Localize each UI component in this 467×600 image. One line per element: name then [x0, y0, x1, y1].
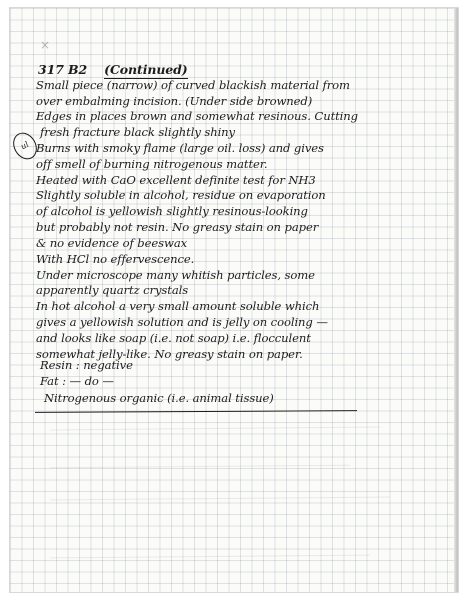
- end-of-entry-rule: [35, 410, 357, 413]
- note-line: Heated with CaO excellent definite test for NH3: [36, 172, 316, 187]
- note-line: of alcohol is yellowish slightly resinous-looking: [36, 204, 308, 219]
- note-line: In hot alcohol a very small amount soluble which: [36, 299, 320, 314]
- note-line: and looks like soap (i.e. not soap) i.e. flocculent: [36, 330, 311, 345]
- note-line: over embalming incision. (Under side browned): [36, 93, 313, 108]
- continued-note: (Continued): [104, 62, 188, 77]
- faint-x-mark: ×: [40, 38, 51, 52]
- bleed-through-mark: [50, 497, 390, 501]
- note-line: apparently quartz crystals: [36, 283, 189, 298]
- note-line: somewhat jelly-like. No greasy stain on paper.: [36, 346, 303, 361]
- bleed-through-mark: [50, 427, 380, 431]
- note-line: but probably not resin. No greasy stain on paper: [36, 220, 319, 235]
- note-line: Slightly soluble in alcohol, residue on evaporation: [36, 188, 326, 203]
- page-edge: [454, 8, 458, 592]
- entry-heading: [38, 64, 188, 76]
- note-line: Edges in places brown and somewhat resinous. Cutting: [36, 109, 358, 124]
- margin-annotation: ul: [10, 128, 42, 163]
- note-line: fresh fracture black slightly shiny: [40, 125, 235, 140]
- note-line: & no evidence of beeswax: [36, 235, 188, 250]
- specimen-number: 317 B2: [38, 62, 88, 77]
- note-line-final: Nitrogenous organic (i.e. animal tissue): [44, 391, 274, 405]
- bleed-through-mark: [50, 465, 350, 469]
- note-line: Small piece (narrow) of curved blackish material from: [36, 77, 350, 92]
- note-line: Resin : negative: [40, 358, 133, 372]
- notebook-page: [10, 8, 458, 592]
- note-line: Burns with smoky flame (large oil. loss) and gives: [36, 141, 324, 156]
- note-line: Fat : — do —: [40, 374, 114, 388]
- note-line: With HCl no effervescence.: [36, 251, 195, 266]
- bleed-through-mark: [50, 555, 370, 559]
- note-line: gives a yellowish solution and is jelly on cooling —: [36, 314, 328, 329]
- note-line: off smell of burning nitrogenous matter.: [36, 156, 268, 171]
- note-line: Under microscope many whitish particles, some: [36, 267, 315, 282]
